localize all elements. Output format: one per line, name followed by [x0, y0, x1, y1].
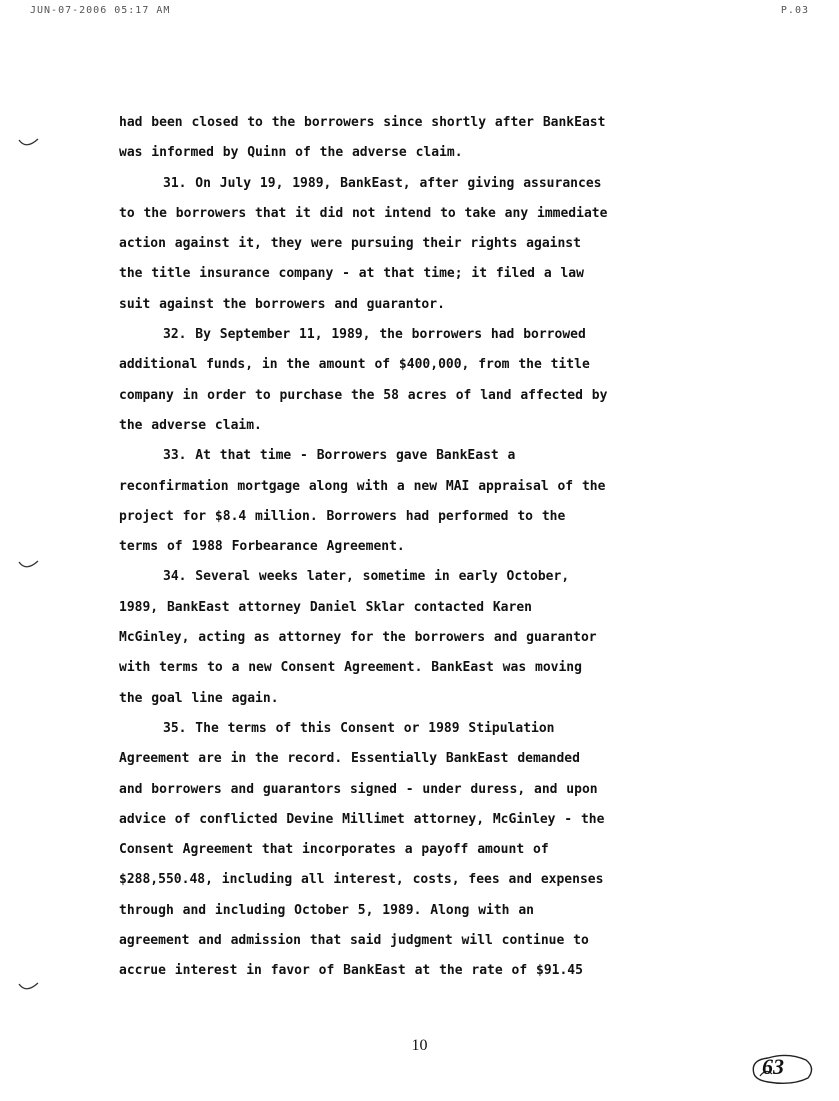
text-line: suit against the borrowers and guarantor. — [119, 296, 445, 312]
text-line: the adverse claim. — [119, 417, 262, 433]
document-body — [119, 108, 719, 987]
text-line: Consent Agreement that incorporates a payoff amount of — [119, 842, 549, 858]
hole-punch-mark — [18, 136, 40, 150]
text-line: project for $8.4 million. Borrowers had performed to the — [119, 508, 566, 524]
text-line: $288,550.48, including all interest, costs, fees and expenses — [119, 872, 604, 888]
text-line: McGinley, acting as attorney for the borrowers and guarantor — [119, 630, 597, 646]
text-line: with terms to a new Consent Agreement. BankEast was moving — [119, 660, 582, 676]
bates-stamp-number: 63 — [762, 1054, 784, 1079]
text-line: through and including October 5, 1989. Along with an — [119, 902, 534, 918]
text-line: 32. By September 11, 1989, the borrowers had borrowed — [163, 327, 586, 343]
text-line: 35. The terms of this Consent or 1989 Stipulation — [163, 720, 555, 736]
fax-header — [30, 5, 809, 16]
hole-punch-mark — [18, 980, 40, 994]
text-line: to the borrowers that it did not intend to take any immediate — [119, 205, 608, 221]
text-line: advice of conflicted Devine Millimet attorney, McGinley - the — [119, 811, 605, 827]
hole-punch-mark — [18, 558, 40, 572]
fax-header-page: P.03 — [780, 5, 809, 16]
text-line: additional funds, in the amount of $400,000, from the title — [119, 357, 590, 373]
text-line: and borrowers and guarantors signed - under duress, and upon — [119, 781, 598, 797]
text-line: agreement and admission that said judgment will continue to — [119, 933, 589, 949]
text-line: reconfirmation mortgage along with a new MAI appraisal of the — [119, 478, 606, 494]
text-line: accrue interest in favor of BankEast at the rate of $91.45 — [119, 963, 583, 979]
page-number: 10 — [411, 1037, 428, 1054]
text-line: had been closed to the borrowers since shortly after BankEast — [119, 115, 606, 130]
text-line: 33. At that time - Borrowers gave BankEast a — [163, 448, 516, 464]
text-line: action against it, they were pursuing their rights against — [119, 236, 581, 252]
text-line: was informed by Quinn of the adverse claim. — [119, 145, 463, 161]
text-line: 1989, BankEast attorney Daniel Sklar contacted Karen — [119, 599, 532, 615]
text-line: terms of 1988 Forbearance Agreement. — [119, 539, 405, 555]
text-line: 31. On July 19, 1989, BankEast, after giving assurances — [163, 175, 602, 191]
text-line: 34. Several weeks later, sometime in early October, — [163, 569, 570, 585]
text-line: the goal line again. — [119, 690, 279, 706]
text-line: company in order to purchase the 58 acres of land affected by — [119, 387, 608, 403]
fax-header-timestamp: JUN-07-2006 05:17 AM — [30, 5, 171, 16]
text-line: the title insurance company - at that time; it filed a law — [119, 266, 584, 282]
text-line: Agreement are in the record. Essentially BankEast demanded — [119, 751, 580, 767]
